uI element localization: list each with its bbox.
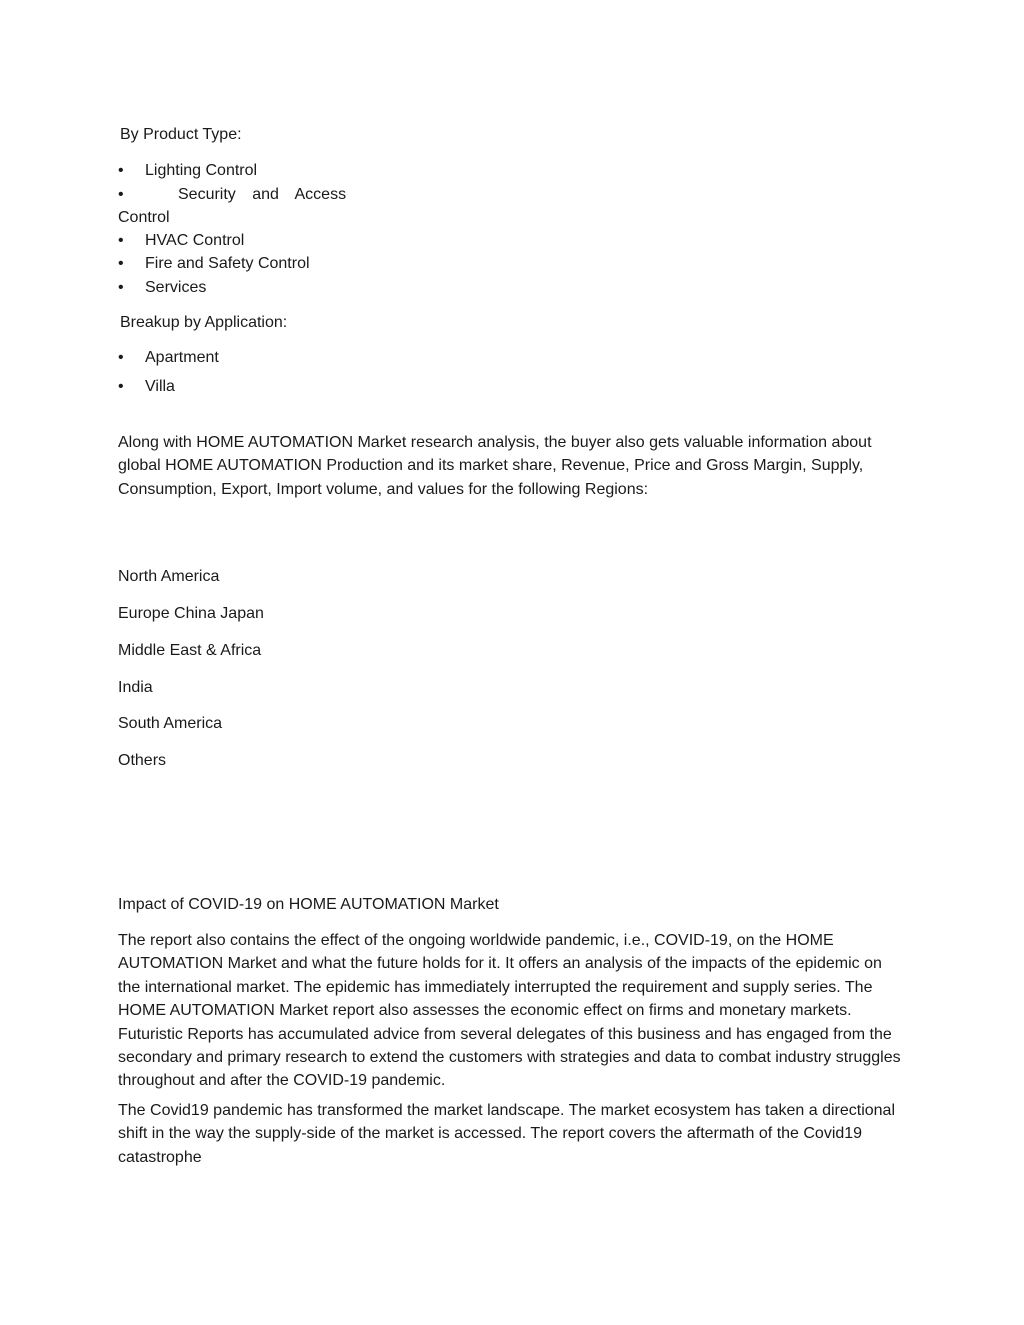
bullet-icon: • bbox=[118, 162, 124, 179]
list-item bbox=[118, 252, 310, 275]
bullet-icon: • bbox=[118, 278, 124, 296]
bullet-icon: • bbox=[118, 232, 124, 249]
application-heading: Breakup by Application: bbox=[120, 314, 288, 331]
region-item: Europe China Japan bbox=[118, 605, 264, 622]
list-item-label-line1: Security and Access bbox=[178, 186, 347, 203]
intro-paragraph: Along with HOME AUTOMATION Market research analysis, the buyer also gets valuable information about global HOME AUTOMATION Production and its market share, Revenue, Price and Gross Margin, Supply, Consumption, Export, Import volume, and values for the following Regions: bbox=[118, 434, 872, 498]
list-item bbox=[118, 375, 175, 398]
bullet-icon: • bbox=[118, 255, 124, 273]
covid-paragraph-1: The report also contains the effect of the ongoing worldwide pandemic, i.e., COVID-19, on the HOME AUTOMATION Market and what the future holds for it. It offers an analysis of the impacts of the epidemic on the international market. The epidemic has immediately interrupted the requirement and supply series. The HOME AUTOMATION Market report also assesses the economic effect on firms and monetary markets. Futuristic Reports has accumulated advice from several delegates of this business and has engaged from the secondary and primary research to extend the customers with strategies and data to combat industry struggles throughout and after the COVID-19 pandemic. bbox=[118, 932, 901, 1090]
covid-heading: Impact of COVID-19 on HOME AUTOMATION Market bbox=[118, 896, 499, 913]
application-list-2 bbox=[118, 375, 175, 398]
product-type-heading: By Product Type: bbox=[120, 126, 242, 143]
list-item-label: Apartment bbox=[145, 349, 219, 366]
application-list bbox=[118, 346, 219, 369]
list-item-label: Villa bbox=[145, 378, 175, 395]
list-item-label: Fire and Safety Control bbox=[145, 255, 310, 273]
region-item: South America bbox=[118, 715, 223, 732]
region-item: Middle East & Africa bbox=[118, 642, 262, 659]
product-type-list-top bbox=[118, 159, 257, 182]
list-item-label: HVAC Control bbox=[145, 232, 245, 249]
bullet-icon: • bbox=[118, 378, 124, 395]
region-item: Others bbox=[118, 752, 167, 769]
region-item: India bbox=[118, 679, 153, 696]
list-item-label: Services bbox=[145, 278, 207, 296]
list-item bbox=[118, 229, 310, 252]
list-item bbox=[118, 159, 257, 182]
bullet-icon: • bbox=[118, 349, 124, 366]
list-item bbox=[118, 276, 310, 299]
list-item bbox=[118, 346, 219, 369]
region-item: North America bbox=[118, 568, 220, 585]
list-item-label: Lighting Control bbox=[145, 162, 258, 179]
list-item-label-line2: Control bbox=[118, 209, 170, 227]
product-type-list-bottom bbox=[118, 229, 310, 299]
bullet-icon: • bbox=[118, 186, 124, 203]
covid-paragraph-2: The Covid19 pandemic has transformed the market landscape. The market ecosystem has taken a directional shift in the way the supply-side of the market is accessed. The report covers the aftermath of the Covid19 catastrophe bbox=[118, 1102, 895, 1166]
list-item-wrapped bbox=[118, 183, 348, 230]
